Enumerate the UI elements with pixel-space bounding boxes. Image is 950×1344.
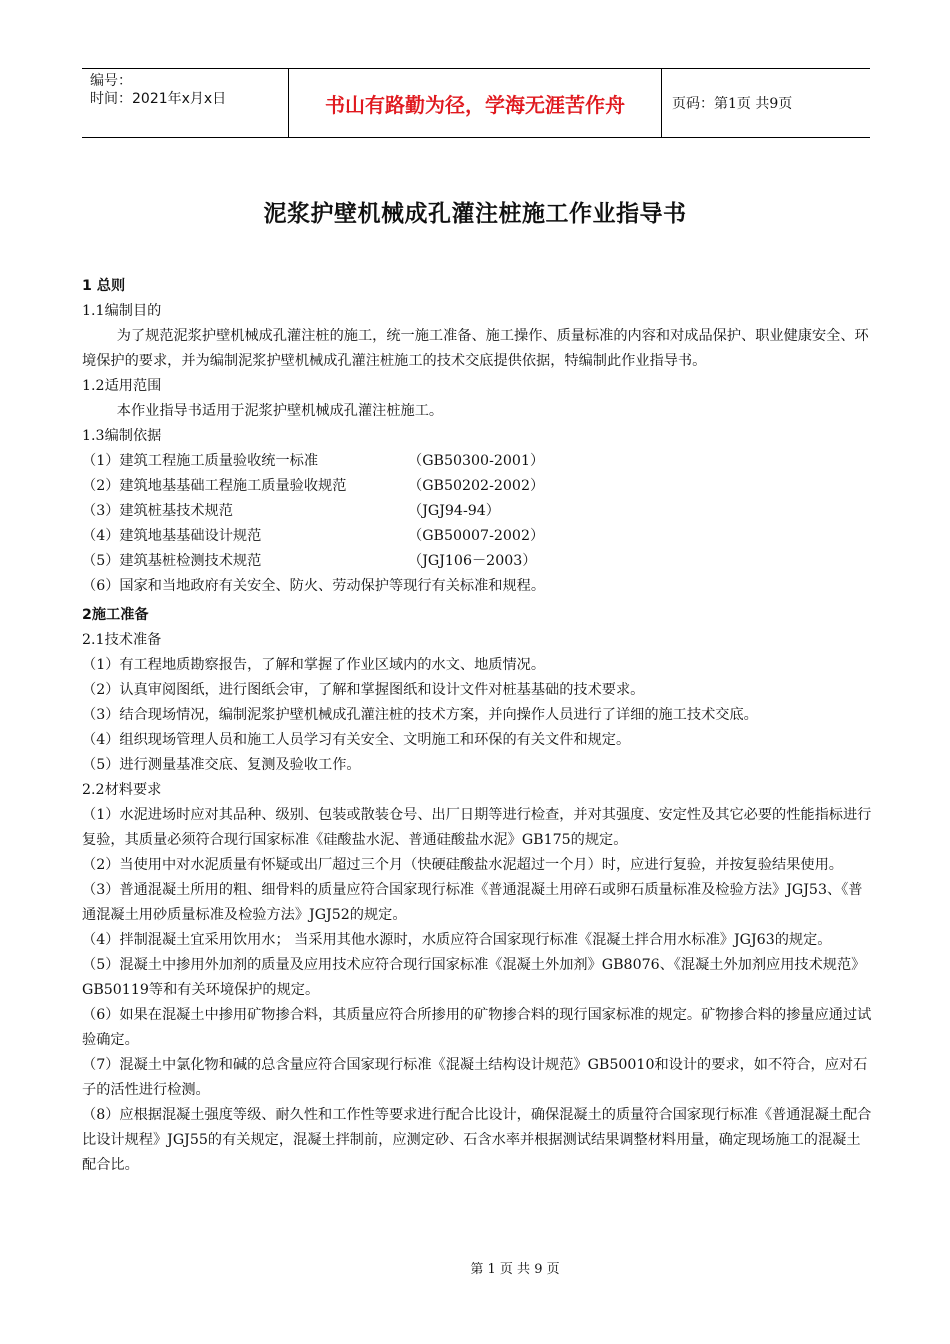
standard-item [82,524,872,549]
list-item: （4）组织现场管理人员和施工人员学习有关安全、文明施工和环保的有关文件和规定。 [82,732,631,748]
subsection-heading: 2.1技术准备 [82,632,162,648]
document-body [82,274,872,1178]
section-heading: 1 总则 [82,278,126,294]
header-motto [289,69,662,137]
header-meta [82,69,289,137]
document-header [82,68,870,138]
subsection-heading: 1.1编制目的 [82,303,162,319]
list-item: （5）混凝土中掺用外加剂的质量及应用技术应符合现行国家标准《混凝土外加剂》GB8076、《混凝土外加剂应用技术规范》GB50119等和有关环境保护的规定。 [82,957,866,998]
standard-name: （4）建筑地基基础设计规范 [82,528,262,544]
page-info-text: 页码：第1页 共9页 [672,96,793,112]
standard-code: （GB50202-2002） [408,478,545,494]
list-item: （1）水泥进场时应对其品种、级别、包装或散装仓号、出厂日期等进行检查，并对其强度、安定性及其它必要的性能指标进行复验，其质量必须符合现行国家标准《硅酸盐水泥、普通硅酸盐水泥》GB175的规定。 [82,807,872,848]
list-item: （5）进行测量基准交底、复测及验收工作。 [82,757,361,773]
list-item: （6）国家和当地政府有关安全、防火、劳动保护等现行有关标准和规程。 [82,578,546,594]
list-item: （1）有工程地质勘察报告，了解和掌握了作业区域内的水文、地质情况。 [82,657,546,673]
standard-name: （3）建筑桩基技术规范 [82,503,233,519]
paragraph: 为了规范泥浆护壁机械成孔灌注桩的施工，统一施工准备、施工操作、质量标准的内容和对成品保护、职业健康安全、环境保护的要求，并为编制泥浆护壁机械成孔灌注桩施工的技术交底提供依据，特编制此作业指导书。 [82,328,869,369]
list-item: （8）应根据混凝土强度等级、耐久性和工作性等要求进行配合比设计，确保混凝土的质量符合国家现行标准《普通混凝土配合比设计规程》JGJ55的有关规定，混凝土拌制前，应测定砂、石含水率并根据测试结果调整材料用量，确定现场施工的混凝土配合比。 [82,1107,872,1173]
list-item: （3）普通混凝土所用的粗、细骨料的质量应符合国家现行标准《普通混凝土用碎石或卵石质量标准及检验方法》JGJ53、《普通混凝土用砂质量标准及检验方法》JGJ52的规定。 [82,882,863,923]
standard-item [82,499,872,524]
standard-item [82,449,872,474]
standard-code: （GB50007-2002） [408,528,545,544]
standard-name: （1）建筑工程施工质量验收统一标准 [82,453,319,469]
doc-number-label: 编号： [90,73,132,89]
standard-name: （2）建筑地基基础工程施工质量验收规范 [82,478,347,494]
subsection-heading: 1.2适用范围 [82,378,162,394]
header-page-info [662,69,870,137]
standard-item [82,474,872,499]
page-footer: 第 1 页 共 9 页 [470,1262,560,1277]
standard-code: （GB50300-2001） [408,453,545,469]
standard-code: （JGJ106－2003） [408,553,537,569]
standard-name: （5）建筑基桩检测技术规范 [82,553,262,569]
list-item: （2）认真审阅图纸，进行图纸会审，了解和掌握图纸和设计文件对桩基基础的技术要求。 [82,682,645,698]
standard-item [82,549,872,574]
motto-text: 书山有路勤为径，学海无涯苦作舟 [325,92,625,117]
list-item: （3）结合现场情况，编制泥浆护壁机械成孔灌注桩的技术方案，并向操作人员进行了详细的施工技术交底。 [82,707,758,723]
doc-date-label: 时间：2021年x月x日 [90,91,227,107]
list-item: （2）当使用中对水泥质量有怀疑或出厂超过三个月（快硬硅酸盐水泥超过一个月）时，应进行复验，并按复验结果使用。 [82,857,843,873]
section-heading: 2施工准备 [82,607,149,623]
list-item: （6）如果在混凝土中掺用矿物掺合料，其质量应符合所掺用的矿物掺合料的现行国家标准的规定。矿物掺合料的掺量应通过试验确定。 [82,1007,872,1048]
paragraph: 本作业指导书适用于泥浆护壁机械成孔灌注桩施工。 [116,403,444,419]
list-item: （4）拌制混凝土宜采用饮用水； 当采用其他水源时，水质应符合国家现行标准《混凝土拌合用水标准》JGJ63的规定。 [82,932,832,948]
standard-code: （JGJ94-94） [408,503,500,519]
document-title: 泥浆护壁机械成孔灌注桩施工作业指导书 [263,201,687,227]
list-item: （7）混凝土中氯化物和碱的总含量应符合国家现行标准《混凝土结构设计规范》GB50010和设计的要求，如不符合，应对石子的活性进行检测。 [82,1057,868,1098]
subsection-heading: 1.3编制依据 [82,428,162,444]
subsection-heading: 2.2材料要求 [82,782,162,798]
